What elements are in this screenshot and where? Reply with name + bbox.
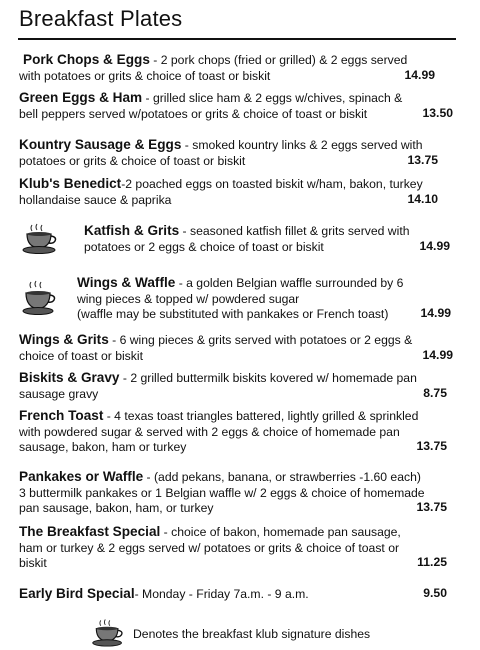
menu-item-katfish-grits	[84, 223, 453, 255]
item-price: 9.50	[423, 586, 447, 600]
item-desc: - 4 texas toast triangles battered, lightly grilled & sprinkled	[103, 409, 419, 423]
item-name: The Breakfast Special	[19, 524, 161, 539]
item-price: 13.75	[416, 500, 447, 515]
item-name: Pankakes or Waffle	[19, 469, 144, 484]
item-name: Kountry Sausage & Eggs	[19, 137, 182, 152]
menu-item-klubs-benedict	[19, 176, 453, 208]
item-name: Green Eggs & Ham	[19, 90, 143, 105]
menu-item-pork-chops	[19, 52, 435, 84]
item-desc: - a golden Belgian waffle surrounded by 6	[175, 276, 404, 290]
menu-item-green-eggs	[19, 90, 453, 122]
item-desc-line2: with powdered sugar & served with 2 eggs & choice of homemade pan	[19, 424, 400, 439]
item-price: 13.75	[416, 439, 447, 454]
item-name: Early Bird Special	[19, 586, 135, 601]
item-desc: -2 poached eggs on toasted biskit w/ham, bakon, turkey	[121, 177, 423, 191]
menu-item-wings-waffle	[77, 275, 453, 323]
item-name: Wings & Waffle	[77, 275, 176, 290]
item-desc-line3: sausage, bakon, ham or turkey	[19, 440, 187, 455]
item-desc-line2: potatoes or grits & choice of toast or biskit	[19, 153, 246, 168]
item-desc: - Monday - Friday 7a.m. - 9 a.m.	[134, 587, 309, 601]
item-desc-line2: sausage gravy	[19, 386, 99, 401]
item-name: Klub's Benedict	[19, 176, 122, 191]
coffee-cup-icon	[90, 617, 126, 649]
item-name: Wings & Grits	[19, 332, 109, 347]
item-desc: - 2 pork chops (fried or grilled) & 2 eggs served	[149, 53, 408, 67]
item-desc: - 2 grilled buttermilk biskits kovered w/ homemade pan	[119, 371, 417, 385]
item-desc-line2: choice of toast or biskit	[19, 348, 143, 363]
item-desc-line2: potatoes or 2 eggs & choice of toast or biskit	[84, 239, 324, 254]
menu-item-french-toast	[19, 408, 453, 456]
item-price: 13.75	[407, 152, 438, 167]
item-price: 14.99	[404, 67, 435, 82]
item-desc-line3: biskit	[19, 556, 47, 571]
item-desc-line3: (waffle may be substituted with pankakes or French toast)	[77, 307, 389, 322]
item-price: 8.75	[423, 385, 447, 400]
coffee-cup-icon	[20, 222, 60, 256]
footnote: Denotes the breakfast klub signature dishes	[133, 627, 371, 641]
item-desc: - 6 wing pieces & grits served with potatoes or 2 eggs &	[108, 333, 413, 347]
item-desc: - grilled slice ham & 2 eggs w/chives, spinach &	[142, 91, 403, 105]
item-name: French Toast	[19, 408, 104, 423]
item-name: Katfish & Grits	[84, 223, 180, 238]
item-price: 14.99	[419, 238, 450, 253]
item-desc-line2: bell peppers served w/potatoes or grits & choice of toast or biskit	[19, 106, 368, 121]
item-desc-line2: 3 buttermilk pankakes or 1 Belgian waffle w/ 2 eggs & choice of homemade	[19, 485, 425, 500]
menu-item-wings-grits	[19, 332, 453, 364]
item-price: 14.99	[420, 306, 451, 321]
item-price: 14.99	[422, 347, 453, 362]
menu-item-biskits-gravy	[19, 370, 447, 402]
coffee-cup-icon	[20, 279, 60, 319]
item-desc-line2: hollandaise sauce & paprika	[19, 192, 172, 207]
item-desc: - (add pekans, banana, or strawberries -1.60 each)	[143, 470, 421, 484]
item-desc-line3: pan sausage, bakon, ham, or turkey	[19, 501, 214, 516]
item-desc-line2: ham or turkey & 2 eggs served w/ potatoes or grits & choice of toast or	[19, 540, 400, 555]
menu-item-pankakes-waffle	[19, 469, 449, 517]
title-rule	[18, 38, 456, 40]
menu-item-early-bird	[19, 586, 447, 603]
item-desc-line2: wing pieces & topped w/ powdered sugar	[77, 291, 300, 306]
item-price: 11.25	[417, 555, 447, 570]
item-desc: - seasoned katfish fillet & grits served with	[179, 224, 410, 238]
item-price: 13.50	[422, 105, 453, 120]
item-desc: - choice of bakon, homemade pan sausage,	[160, 525, 401, 539]
item-name: Pork Chops & Eggs	[23, 52, 150, 67]
menu-item-breakfast-special	[19, 524, 447, 572]
page-title: Breakfast Plates	[19, 6, 183, 31]
item-name: Biskits & Gravy	[19, 370, 120, 385]
menu-item-kountry-sausage	[19, 137, 453, 169]
item-price: 14.10	[407, 191, 438, 206]
item-desc-line2: with potatoes or grits & choice of toast or biskit	[19, 68, 271, 83]
item-desc: - smoked kountry links & 2 eggs served with	[181, 138, 423, 152]
